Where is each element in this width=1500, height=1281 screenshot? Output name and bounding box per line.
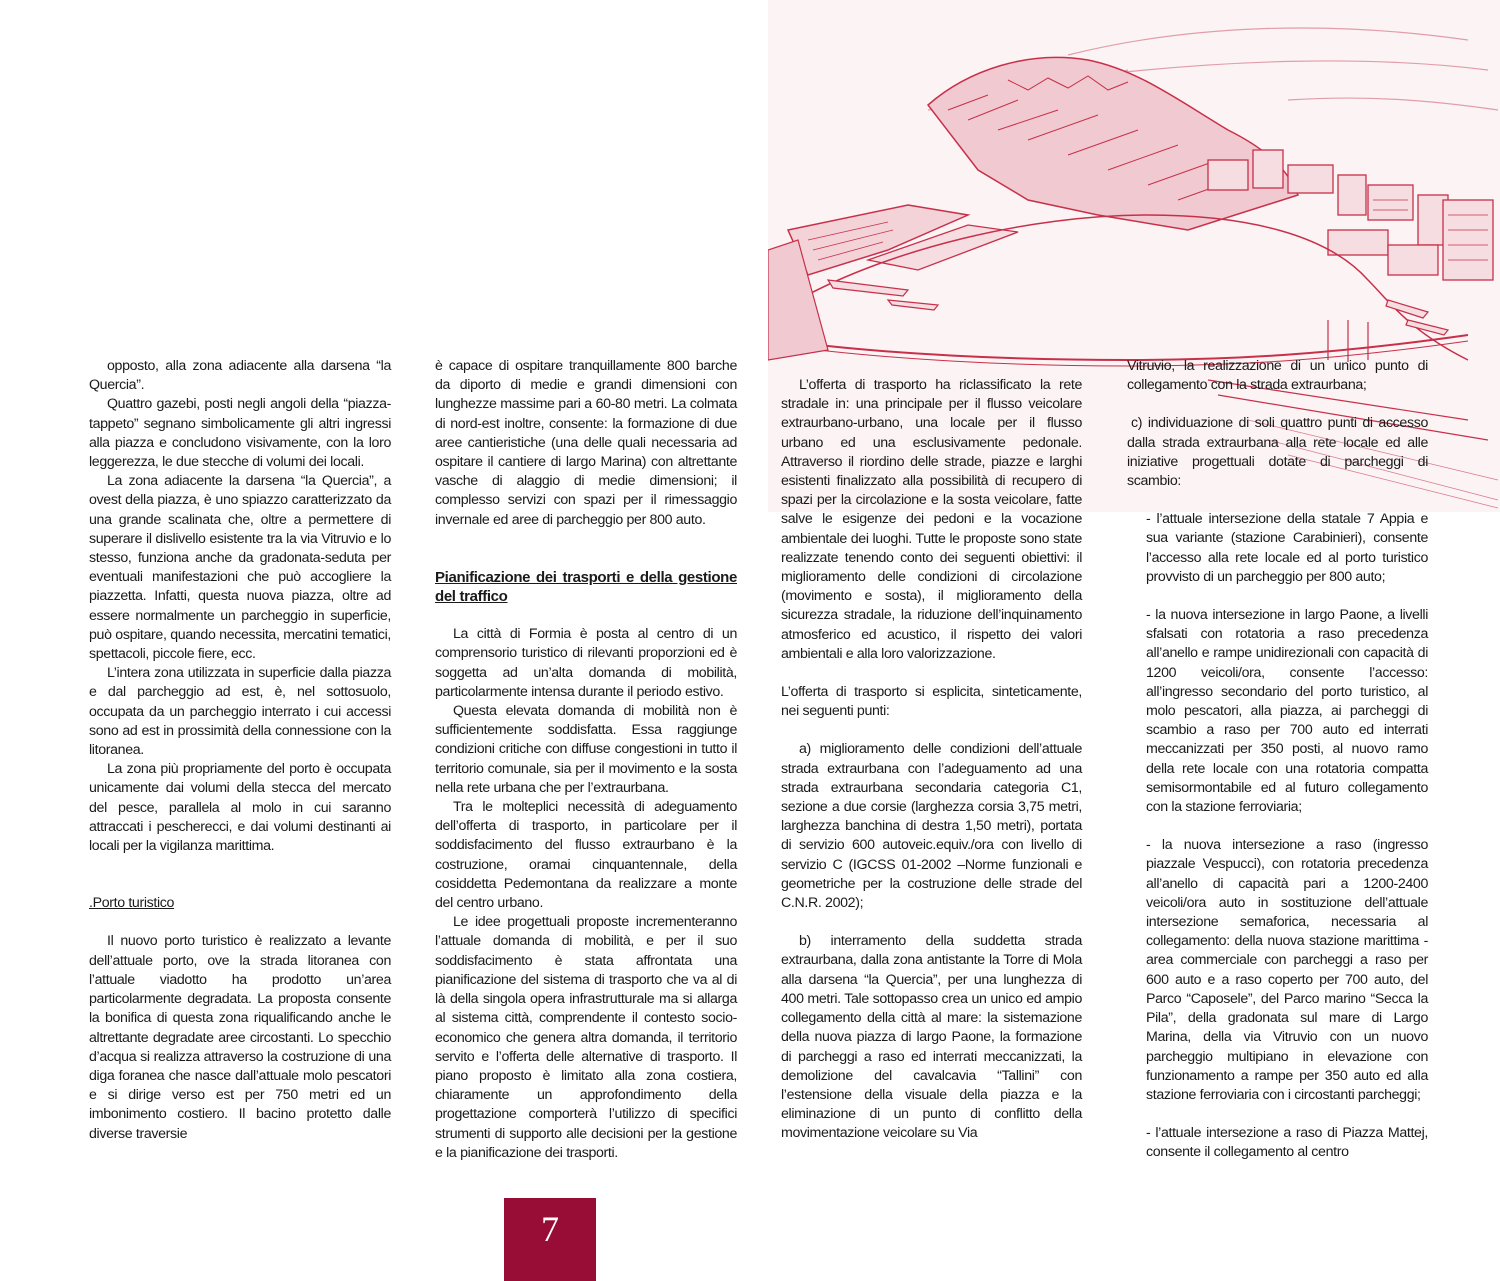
section-heading: Pianificazione dei trasporti e della gestione del traffico <box>435 568 737 606</box>
paragraph: Le idee progettuali proposte incrementeranno l’attuale domanda di mobilità, e per il suo soddisfacimento è stata affrontata una pianificazione del sistema di trasporto che va al di là della singola opera infrastrutturale ma si allarga al sistema città, comprendente il contesto socio-economico che genera altra domanda, il territorio servito e l’offerta delle alternative di trasporto. Il piano proposto è limitato alla zona costiera, chiaramente un approfondimento della progettazione comporterà l’utilizzo di specifici strumenti di supporto alle decisioni per la gestione e la pianificazione dei trasporti. <box>435 914 737 1161</box>
paragraph: Tra le molteplici necessità di adeguamento dell’offerta di trasporto, in particolare per il soddisfacimento del flusso extraurbano è la costruzione, oramai cinquantennale, della cosiddetta Pedemontana da realizzare a monte del centro urbano. <box>435 799 737 912</box>
paragraph: La città di Formia è posta al centro di un comprensorio turistico di rilevanti proporzioni ed è soggetta ad un’alta domanda di mobilità, particolarmente intensa durante il periodo estivo. <box>435 626 737 700</box>
list-item: - l’attuale intersezione della statale 7 Appia e sua variante (stazione Carabinieri), consente l’accesso alla rete locale ed al porto turistico provvisto di un parcheggio per 800 auto; <box>1146 511 1428 585</box>
text-column-2 <box>435 357 737 1163</box>
paragraph: Quattro gazebi, posti negli angoli della “piazza-tappeto” segnano simbolicamente gli altri ingressi alla piazza e concludono visivamente, con la loro leggerezza, le due stecche di volumi dei locali. <box>89 396 391 471</box>
paragraph: opposto, alla zona adiacente alla darsena “la Quercia”. <box>89 358 391 394</box>
text-column-4 <box>1127 357 1428 1163</box>
paragraph: La zona più propriamente del porto è occupata unicamente dai volumi della stecca del mercato del pesce, parallela al molo in cui saranno attraccati i pescherecci, e dai volumi destinanti ai locali per la vigilanza marittima. <box>89 761 391 855</box>
list-item-b: b) interramento della suddetta strada extraurbana, dalla zona antistante la Torre di Mola alla darsena “la Quercia”, per una lunghezza di 400 metri. Tale sottopasso crea un unico ed ampio collegamento della città al mare: la sistemazione della nuova piazza di largo Paone, la formazione di parcheggi a raso ed interrati meccanizzati, la demolizione del cavalcavia “Tallini” con l’estensione della visuale della piazza e la eliminazione di un punto di conflitto della movimentazione veicolare su Via <box>781 933 1082 1142</box>
list-item: - l’attuale intersezione a raso di Piazza Mattej, consente il collegamento al centro <box>1146 1125 1428 1161</box>
subheading-porto-turistico: .Porto turistico <box>89 895 175 912</box>
paragraph: L’offerta di trasporto ha riclassificato la rete stradale in: una principale per il flusso veicolare extraurbano-urbano, una locale per il flusso urbano ed una esclusivamente pedonale. Attraverso il riordino delle strade, piazze e larghi esistenti finalizzato alla possibilità di recupero di spazi per la circolazione e la sosta veicolare, fatte salve le esigenze dei pedoni e la vocazione ambientale dei luoghi. Tutte le proposte sono state realizzate tenendo conto dei seguenti obiettivi: il miglioramento delle condizioni di circolazione (movimento e sosta), il miglioramento della sicurezza stradale, la riduzione dell’inquinamento atmosferico ed acustico, il rispetto dei valori ambientali e alla loro valorizzazione. <box>781 377 1082 662</box>
list-item: - la nuova intersezione a raso (ingresso piazzale Vespucci), con rotatoria precedenza all’anello di capacità pari a 1200-2400 veicoli/ora auto in sostituzione dell’attuale intersezione semaforica, necessaria al collegamento: della nuova stazione marittima - area commerciale con parcheggi a raso per 600 auto e a raso coperto per 700 auto, del Parco “Caposele”, del Parco marino “Secca la Pila”, della gradonata sul mare di Largo Marina, della via Vitruvio con un nuovo parcheggio multipiano in elevazione con funzionamento a rampe per 350 auto ed alla stazione ferroviaria con i circostanti parcheggi; <box>1146 837 1428 1103</box>
paragraph: L’intera zona utilizzata in superficie dalla piazza e dal parcheggio ad est, è, nel sottosuolo, occupata da un parcheggio interrato i cui accessi sono ad est in prossimità della connessione con la litoranea. <box>89 665 391 759</box>
page-number-box <box>504 1198 596 1281</box>
list-item-a: a) miglioramento delle condizioni dell’attuale strada extraurbana con l’adeguamento ad una strada extraurbana secondaria categoria C1, sezione a due corsie (larghezza corsia 3,75 metri, larghezza banchina di destra 1,50 metri), portata di servizio 600 autoveic.equiv./ora con livello di servizio C (IGCSS 01-2002 –Norme funzionali e geometriche per la costruzione delle strade del C.N.R. 2002); <box>781 741 1082 912</box>
paragraph: Questa elevata domanda di mobilità non è sufficientemente soddisfatta. Essa raggiunge condizioni critiche con diffuse congestioni in tutto il territorio comunale, sia per il movimento e la sosta nella rete urbana che per l’extraurbana. <box>435 703 737 796</box>
text-column-1 <box>89 357 391 1144</box>
list-item-c: c) individuazione di soli quattro punti di accesso dalla strada extraurbana alla rete locale ed alle iniziative progettuali dotate di parcheggi di scambio: <box>1127 415 1428 490</box>
page-number: 7 <box>541 1209 559 1249</box>
list-item: - la nuova intersezione in largo Paone, a livelli sfalsati con rotatoria a raso precedenza all’anello e rampe unidirezionali con capacità di 1200 veicoli/ora, consente l’accesso: all’ingresso secondario del porto turistico, al molo pescatori, alla piazza, ai parcheggi di scambio a raso per 700 auto ed interrati meccanizzati per 350 posti, al nuovo ramo della rete locale con una rotatoria compatta semisormontabile ed al futuro collegamento con la stazione ferroviaria; <box>1146 607 1428 816</box>
text-column-3 <box>781 376 1082 1144</box>
paragraph: è capace di ospitare tranquillamente 800 barche da diporto di medie e grandi dimensioni con lunghezze massime pari a 60-80 metri. La colmata di nord-est inoltre, consente: la formazione di due aree cantieristiche (una delle quali necessaria ad ospitare il cantiere di largo Marina) con altrettante vasche di alaggio di medie dimensioni; il complesso servizi con spazi per il rimessaggio invernale ed aree di parcheggio per 800 auto. <box>435 358 737 528</box>
paragraph: L’offerta di trasporto si esplicita, sinteticamente, nei seguenti punti: <box>781 684 1082 720</box>
paragraph: La zona adiacente la darsena “la Quercia”, a ovest della piazza, è uno spiazzo caratterizzato da una grande scalinata che, oltre a permettere di superare il dislivello esistente tra la via Vitruvio e lo stesso, funziona anche da gradonata-seduta per eventuali manifestazioni che può accogliere la piazzetta. Infatti, questa nuova piazza, oltre ad essere normalmente un parcheggio in superficie, può ospitare, quando necessita, mercatini tematici, spettacoli, piccole fiere, ecc. <box>89 473 391 663</box>
paragraph: Vitruvio, la realizzazione di un unico punto di collegamento con la strada extraurbana; <box>1127 358 1428 394</box>
paragraph: Il nuovo porto turistico è realizzato a levante dell’attuale porto, ove la strada litoranea con l’attuale viadotto ha prodotto un’area particolarmente degradata. La proposta consente la bonifica di questa zona riqualificando anche le altrettante degradate aree circostanti. Lo specchio d’acqua si realizza attraverso la costruzione di una diga foranea che nasce dall’attuale molo pescatori e si dirige verso est per 750 metri ed un imbonimento costiero. Il bacino protetto dalle diverse traversie <box>89 933 391 1142</box>
